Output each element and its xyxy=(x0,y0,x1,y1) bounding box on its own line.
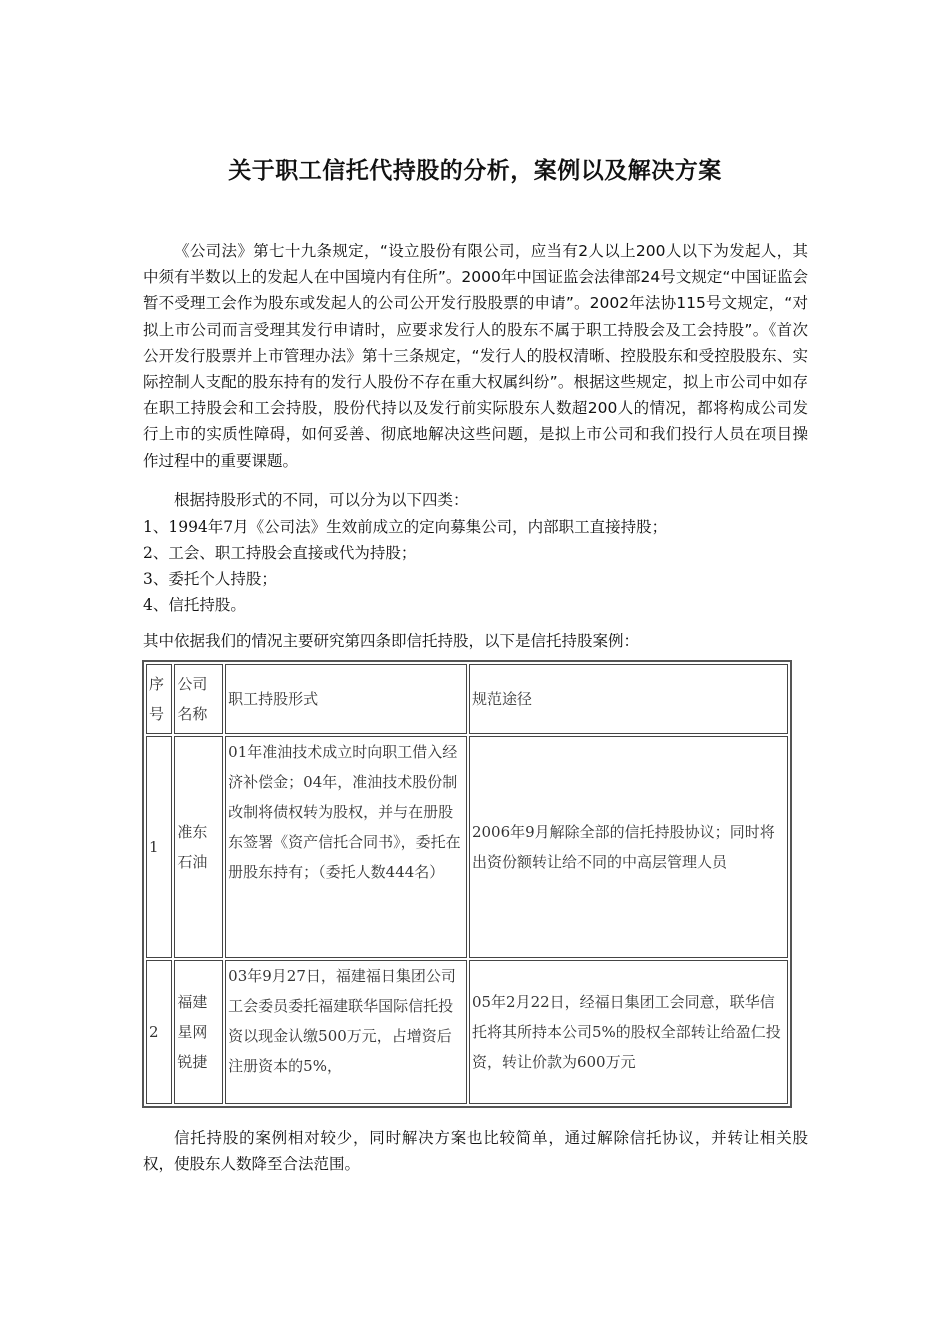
cell-company: 福建星网锐捷 xyxy=(174,960,223,1104)
header-cell-company: 公司名称 xyxy=(174,664,223,734)
cell-company: 准东石油 xyxy=(174,736,223,958)
header-cell-no: 序号 xyxy=(146,664,172,734)
table-header-row xyxy=(146,664,788,734)
cell-form: 01年准油技术成立时向职工借入经济补偿金；04年，准油技术股份制改制将债权转为股权，并与在册股东签署《资产信托合同书》，委托在册股东持有；（委托人数444名） xyxy=(225,736,467,958)
category-item: 2、工会、职工持股会直接或代为持股； xyxy=(143,544,417,562)
cell-form: 03年9月27日，福建福日集团公司工会委员委托福建联华国际信托投资以现金认缴500万元，占增资后注册资本的5%， xyxy=(225,960,467,1104)
document-title: 关于职工信托代持股的分析，案例以及解决方案 xyxy=(228,158,722,184)
closing-paragraph: 信托持股的案例相对较少，同时解决方案也比较简单，通过解除信托协议，并转让相关股权，使股东人数降至合法范围。 xyxy=(143,1129,808,1174)
category-item: 3、委托个人持股； xyxy=(143,570,277,588)
intro-paragraph: 《公司法》第七十九条规定，“设立股份有限公司，应当有2人以上200人以下为发起人，其中须有半数以上的发起人在中国境内有住所”。2000年中国证监会法律部24号文规定“中国证监会暂不受理工会作为股东或发起人的公司公开发行股股票的申请”。2002年法协115号文规定，“对拟上市公司而言受理其发行申请时，应要求发行人的股东不属于职工持股会及工会持股”。《首次公开发行股票并上市管理办法》第十三条规定，“发行人的股权清晰、控股股东和受控股股东、实际控制人支配的股东持有的发行人股份不存在重大权属纠纷”。根据这些规定，拟上市公司中如存在职工持股会和工会持股，股份代持以及发行前实际股东人数超200人的情况，都将构成公司发行上市的实质性障碍，如何妥善、彻底地解决这些问题，是拟上市公司和我们投行人员在项目操作过程中的重要课题。 xyxy=(143,242,808,470)
table-row xyxy=(146,960,788,1104)
header-cell-remedy: 规范途径 xyxy=(469,664,788,734)
trust-holding-cases-table xyxy=(142,660,792,1108)
cell-remedy: 05年2月22日，经福日集团工会同意，联华信托将其所持本公司5%的股权全部转让给盈仁投资，转让价款为600万元 xyxy=(469,960,788,1104)
cell-no: 2 xyxy=(146,960,172,1104)
classification-intro: 根据持股形式的不同，可以分为以下四类： xyxy=(174,491,469,509)
table-intro: 其中依据我们的情况主要研究第四条即信托持股，以下是信托持股案例： xyxy=(143,632,640,650)
header-cell-form: 职工持股形式 xyxy=(225,664,467,734)
category-item: 4、信托持股。 xyxy=(143,596,246,614)
cell-remedy: 2006年9月解除全部的信托持股协议；同时将出资份额转让给不同的中高层管理人员 xyxy=(469,736,788,958)
cell-no: 1 xyxy=(146,736,172,958)
table-row xyxy=(146,736,788,958)
category-item: 1、1994年7月《公司法》生效前成立的定向募集公司，内部职工直接持股； xyxy=(143,518,668,536)
